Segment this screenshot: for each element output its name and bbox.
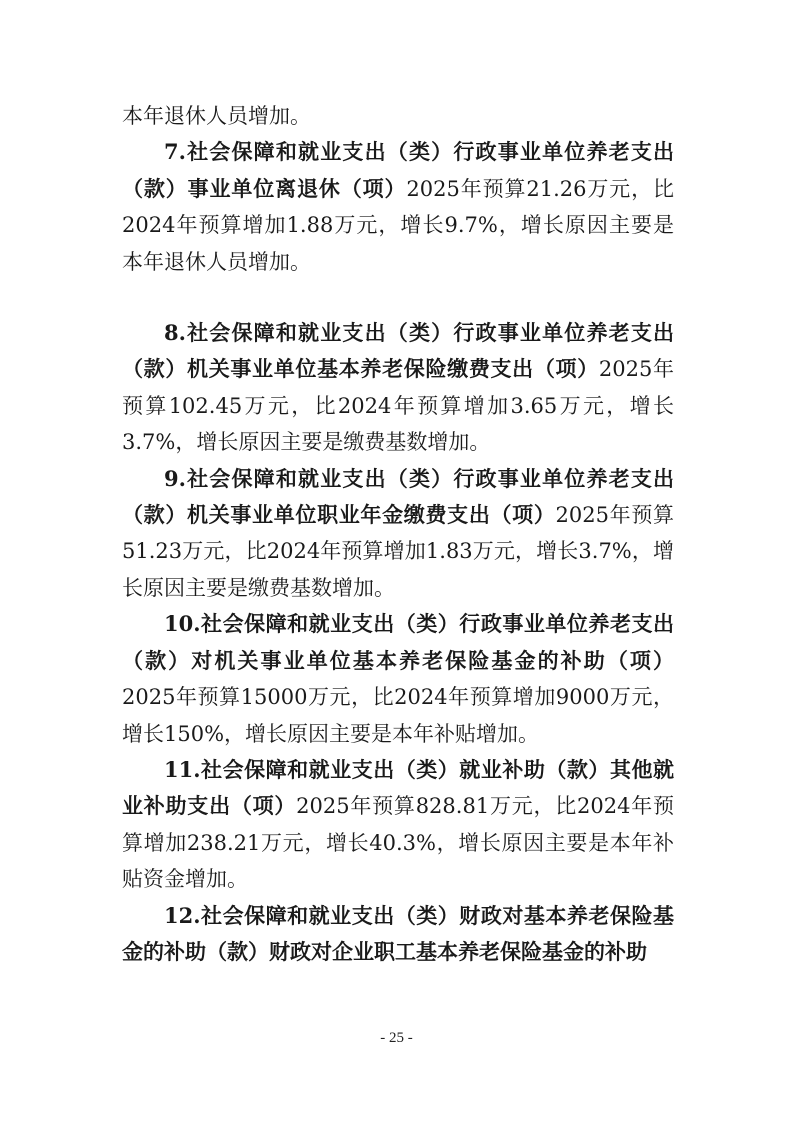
paragraph-text: 2025年预算102.45万元，比2024年预算增加3.65万元，增长3.7%，增长原因主要是缴费基数增加。: [122, 357, 674, 455]
paragraph-item-9: [122, 461, 674, 607]
paragraph-text: 2025年预算828.81万元，比2024年预算增加238.21万元，增长40.3%，增长原因主要是本年补贴资金增加。: [122, 794, 675, 892]
paragraph-item-12: [122, 898, 674, 971]
document-body: [122, 98, 674, 970]
paragraph-item-8: [122, 315, 674, 461]
paragraph-heading: 11.社会保障和就业支出（类）就业补助（款）其他就业补助支出（项）: [122, 756, 674, 819]
paragraph-continuation: [122, 98, 674, 134]
paragraph-text: 2025年预算51.23万元，比2024年预算增加1.83万元，增长3.7%，增长原因主要是缴费基数增加。: [122, 503, 675, 600]
paragraph-heading: 9.社会保障和就业支出（类）行政事业单位养老支出（款）机关事业单位职业年金缴费支出（项）: [122, 465, 674, 528]
page-number: - 25 -: [380, 1030, 413, 1046]
paragraph-item-10: [122, 606, 674, 752]
paragraph-heading: 12.社会保障和就业支出（类）财政对基本养老保险基金的补助（款）财政对企业职工基本养老保险基金的补助: [122, 902, 674, 964]
paragraph-heading: 8.社会保障和就业支出（类）行政事业单位养老支出（款）机关事业单位基本养老保险缴费支出（项）: [122, 320, 674, 382]
paragraph-text: 2025年预算21.26万元，比2024年预算增加1.88万元，增长9.7%，增长原因主要是本年退休人员增加。: [122, 176, 675, 274]
paragraph-heading: 7.社会保障和就业支出（类）行政事业单位养老支出（款）事业单位离退休（项）: [122, 139, 674, 201]
paragraph-text: 2025年预算15000万元，比2024年预算增加9000万元，增长150%，增长原因主要是本年补贴增加。: [122, 685, 674, 746]
paragraph-item-11: [122, 752, 674, 898]
paragraph-heading: 10.社会保障和就业支出（类）行政事业单位养老支出（款）对机关事业单位基本养老保险基金的补助（项）: [122, 611, 674, 673]
paragraph-item-7: [122, 134, 674, 280]
paragraph-text: 本年退休人员增加。: [122, 104, 311, 128]
